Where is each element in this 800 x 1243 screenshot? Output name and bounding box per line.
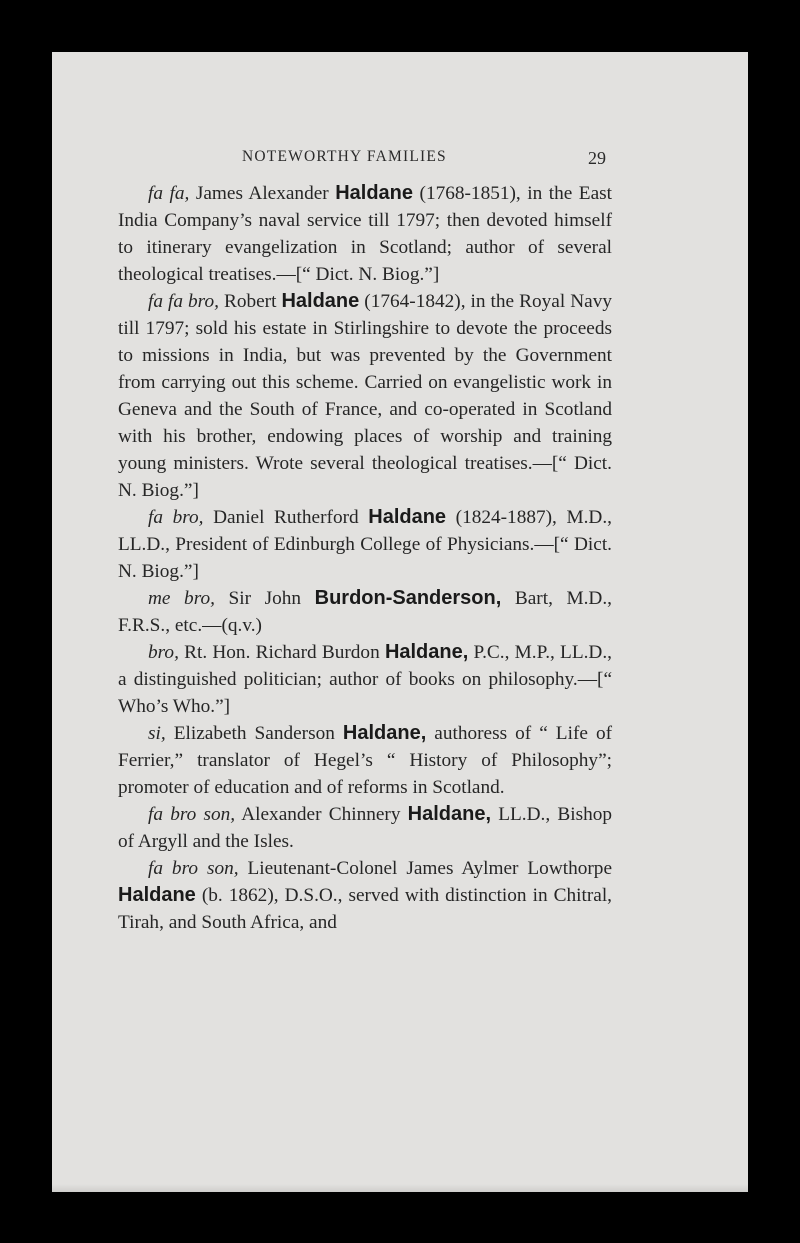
entry-forename: Sir John — [214, 588, 315, 609]
page-header — [52, 148, 748, 172]
entry-text: Bart, M.D., F.R.S., etc.—(q.v.) — [118, 588, 612, 636]
surname: Haldane — [335, 182, 414, 204]
relation-label: me bro, — [148, 588, 215, 609]
page-edge-shadow — [52, 1184, 748, 1192]
entry-text: LL.D., Bishop of Argyll and the Isles. — [118, 804, 613, 852]
entry-forename: Elizabeth Sanderson — [165, 723, 343, 744]
relation-label: fa bro son, — [148, 804, 236, 825]
family-entry — [118, 585, 612, 639]
surname: Haldane — [118, 884, 196, 906]
surname: Burdon-Sanderson, — [314, 587, 502, 609]
relation-label: fa bro, — [148, 507, 204, 528]
surname: Haldane — [281, 290, 360, 312]
entry-forename: Daniel Rutherford — [203, 507, 369, 528]
family-entry — [118, 180, 612, 288]
surname: Haldane, — [342, 722, 427, 744]
relation-label: bro, — [148, 642, 179, 663]
entry-text: (b. 1862), D.S.O., served with distinction in Chitral, Tirah, and South Africa, and — [118, 885, 612, 933]
family-entry — [118, 504, 612, 585]
running-head: NOTEWORTHY FAMILIES — [242, 148, 447, 165]
entry-forename: Lieutenant-Colonel James Aylmer Lowthorpe — [238, 858, 612, 879]
entry-forename: Robert — [218, 291, 282, 312]
entry-forename: Rt. Hon. Richard Burdon — [178, 642, 385, 663]
relation-label: fa fa, — [148, 183, 190, 204]
body-text — [118, 180, 612, 936]
surname: Haldane, — [407, 803, 492, 825]
relation-label: si, — [148, 723, 166, 744]
entry-text: (1764-1842), in the Royal Navy till 1797; sold his estate in Stirlingshire to devote the proceeds to missions in India, but was prevented by the Government from carrying out this scheme. Carried on evangelistic work in Geneva and the South of France, and co-operated in Scotland with his brother, endowing places of worship and training young ministers. Wrote several theological treatises.—[“ Dict. N. Biog.”] — [118, 291, 612, 501]
entry-text: (1768-1851), in the East India Company’s naval service till 1797; then devoted himself to itinerary evangelization in Scotland; author of several theological treatises.—[“ Dict. N. Biog.”] — [118, 183, 612, 285]
entry-forename: Alexander Chinnery — [235, 804, 408, 825]
entry-text: P.C., M.P., LL.D., a distinguished politician; author of books on philosophy.—[“ Who’s Who.”] — [118, 642, 612, 717]
book-page — [52, 52, 748, 1192]
page-number: 29 — [588, 148, 606, 168]
family-entry — [118, 639, 612, 720]
family-entry — [118, 855, 612, 936]
family-entry — [118, 720, 612, 801]
surname: Haldane, — [384, 641, 469, 663]
surname: Haldane — [368, 506, 447, 528]
family-entry — [118, 801, 612, 855]
entry-text: authoress of “ Life of Ferrier,” translator of Hegel’s “ History of Philosophy”; promoter of education and of reforms in Scotland. — [118, 723, 613, 798]
entry-forename: James Alexander — [189, 183, 336, 204]
family-entry — [118, 288, 612, 504]
relation-label: fa fa bro, — [148, 291, 219, 312]
entry-text: (1824-1887), M.D., LL.D., President of Edinburgh College of Physicians.—[“ Dict. N. Biog.”] — [118, 507, 612, 582]
relation-label: fa bro son, — [148, 858, 239, 879]
